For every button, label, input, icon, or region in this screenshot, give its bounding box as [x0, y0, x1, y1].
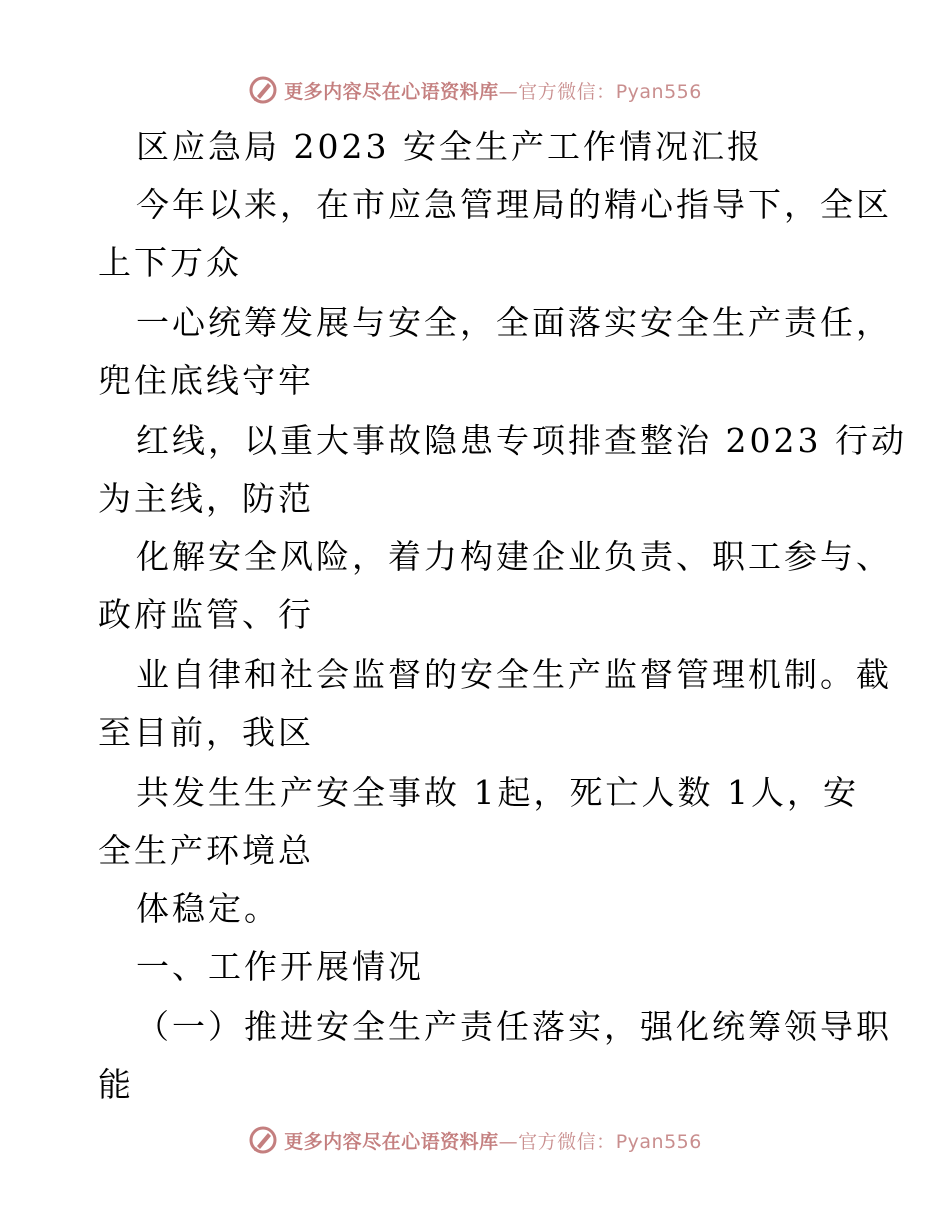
paragraph-line: 一心统筹发展与安全，全面落实安全生产责任， [136, 303, 892, 342]
paragraph-line: 能 [98, 1065, 134, 1104]
pen-logo-icon [248, 75, 278, 105]
document-title: 区应急局 2023 安全生产工作情况汇报 [136, 127, 763, 166]
paragraph-line: 体稳定。 [136, 889, 280, 928]
paragraph-line: 化解安全风险，着力构建企业负责、职工参与、 [136, 537, 892, 576]
pen-logo-icon [248, 1125, 278, 1155]
paragraph-line: 红线，以重大事故隐患专项排查整治 2023 行动 [136, 421, 907, 460]
watermark-text: 更多内容尽在心语资料库—官方微信：Pyan556 [284, 1130, 702, 1153]
paragraph-line: 政府监管、行 [98, 595, 314, 634]
section-heading: 一、工作开展情况 [136, 947, 424, 986]
subsection-heading: （一）推进安全生产责任落实，强化统筹领导职 [136, 1007, 892, 1046]
watermark-footer [0, 1120, 950, 1160]
paragraph-line: 上下万众 [98, 243, 242, 282]
paragraph-line: 至目前，我区 [98, 713, 314, 752]
paragraph-line: 全生产环境总 [98, 831, 314, 870]
paragraph-line: 为主线，防范 [98, 479, 314, 518]
paragraph-line: 共发生生产安全事故 1起，死亡人数 1人，安 [136, 773, 859, 812]
paragraph-line: 业自律和社会监督的安全生产监督管理机制。截 [136, 655, 892, 694]
paragraph-line: 兜住底线守牢 [98, 361, 314, 400]
watermark-text: 更多内容尽在心语资料库—官方微信：Pyan556 [284, 80, 702, 103]
paragraph-line: 今年以来，在市应急管理局的精心指导下，全区 [136, 185, 892, 224]
watermark-header [0, 70, 950, 110]
